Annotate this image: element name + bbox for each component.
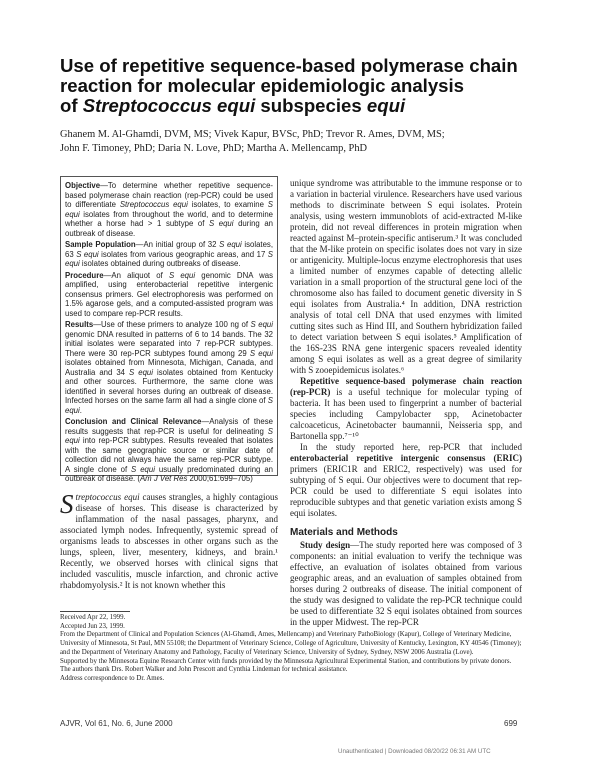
sample-text: S equi — [76, 249, 99, 259]
objective-text: S equi — [65, 200, 273, 219]
eric-term: enterobacterial repetitive intergenic consensus (ERIC) — [290, 453, 522, 463]
title-subspecies-word: subspecies — [255, 95, 367, 116]
results-text: S equi — [129, 367, 153, 377]
abstract-conclusion — [65, 417, 273, 484]
conclusion-text: S equi — [65, 426, 273, 445]
footnotes — [60, 614, 530, 684]
objective-text: during an outbreak of disease. — [65, 219, 273, 238]
rep-pcr-term: Repetitive sequence-based polymerase chain reaction (rep-PCR) — [290, 376, 522, 397]
authors-line-2: John F. Timoney, PhD; Daria N. Love, PhD; Martha A. Mellencamp, PhD — [60, 143, 368, 154]
col2-p2-text: is a useful technique for molecular typing of bacteria. It has been used to fingerprint a number of bacterial species including Campylobacter spp, Acinetobacter calcoaceticus, Acinetobacter baumannii, Neisseria spp, and Bartonella spp.⁷⁻¹⁰ — [290, 387, 522, 441]
results-text: —Use of these primers to analyze 100 ng of — [93, 320, 251, 329]
results-text: S equi — [249, 348, 274, 358]
article-title — [60, 56, 550, 116]
sample-label: Sample Population — [65, 240, 136, 249]
col2-paragraph-2 — [290, 376, 522, 442]
intro-paragraph — [60, 489, 278, 591]
accepted-date: Accepted Jun 23, 1999. — [60, 622, 125, 630]
sample-text: isolates from various geographic areas, and 17 — [98, 249, 268, 259]
col2-p3-text: In the study reported here, rep-PCR that included — [300, 442, 522, 452]
sample-text: S equi — [219, 240, 242, 249]
results-text: isolates obtained from Kentucky and other sources. Furthermore, the same clone was identified in several horses during an outbreak of disease. Infected horses on the same farm all had a single clone of — [65, 367, 274, 405]
title-line-1: Use of repetitive sequence-based polymerase chain — [60, 55, 518, 76]
procedure-text: genomic DNA was amplified, using enterobacterial repetitive intergenic consensus primers. Gel electrophoresis was performed on 1.5% agarose gels, and a computed-assisted program was used to compare rep-PCR results. — [65, 270, 274, 318]
intro-text: causes strangles, a highly contagious disease of horses. This disease is characterized by inflammation of the nasal passages, pharynx, and associated lymph nodes. Infrequently, systemic spread of organisms leads to abscesses in other organs such as the lungs, spleen, liver, mesentery, kidneys, and brain.¹ Recently, we observed horses with clinical signs that included vasculitis, muscle infarction, and chronic active rhabdomyolysis.² It is not known whether this — [60, 492, 278, 590]
results-text: . — [79, 405, 82, 415]
abstract-procedure — [65, 271, 273, 319]
right-column — [290, 178, 522, 628]
objective-text: S equi — [208, 219, 234, 228]
study-design-label: Study design — [300, 540, 351, 550]
objective-text: isolates, to examine — [187, 200, 268, 209]
results-text: S equi — [65, 396, 273, 415]
abstract-results — [65, 320, 273, 415]
authors-line-1: Ghanem M. Al-Ghamdi, DVM, MS; Vivek Kapur, BVSc, PhD; Trevor R. Ames, DVM, MS; — [60, 129, 445, 140]
col2-p3-text: primers (ERIC1R and ERIC2, respectively) was used for subtyping of S equi. Our objectives were to document that rep-PCR could be used to differentiate S equi isolates into reproducible subtypes and that genetic variation exists among S equi isolates. — [290, 464, 522, 518]
objective-text: isolates from throughout the world, and to determine whether a horse had > 1 subtype of — [65, 209, 273, 228]
sample-text: isolates, 63 — [65, 240, 273, 259]
conclusion-text: into rep-PCR subtypes. Results revealed that isolates with the same geographic source or similar date of collection did not always have the same rep-PCR subtype. A single clone of — [65, 436, 273, 474]
procedure-label: Procedure — [65, 270, 104, 280]
footnote-rule — [60, 611, 130, 612]
support-note: Supported by the Minnesota Equine Research Center with funds provided by the Minnesota Agricultural Experimental Station, and contributions by private donors. — [60, 657, 512, 665]
col2-p4-text: —The study reported here was composed of 3 components: an initial evaluation to verify the technique was effective, an evaluation of isolates obtained from various geographic areas, and an evaluation of samples obtained from horses during 2 outbreaks of disease. The initial component of the study was designed to validate the rep-PCR technique could be used to differentiate 32 S equi isolates obtained from sources in the upper Midwest. The rep-PCR — [290, 540, 522, 627]
results-text: genomic DNA resulted in patterns of 6 to 14 bands. The 32 initial isolates were separated into 7 rep-PCR subtypes. There were 30 rep-PCR subtypes found among 29 — [65, 329, 273, 358]
affiliations: From the Department of Clinical and Population Sciences (Al-Ghamdi, Ames, Mellencamp) and Veterinary PathoBiology (Kapur), College of Veterinary Medicine, University of Minnesota, St Paul, MN 55108; the Department of Veterinary Science, College of Agriculture, University of Kentucky, Lexington, KY 40546 (Timoney); and the Department of Veterinary Anatomy and Pathology, Faculty of Veterinary Science, University of Sydney, Sydney, NSW 2006 Australia (Love). — [60, 631, 522, 656]
col2-paragraph-1: unique syndrome was attributable to the immune response or to a variation in bacterial virulence. Researchers have used various methods to discriminate between S equi isolates. Protein analysis, using western immunoblots of acid-extracted M-like protein, did not reveal differences in protein migration when reacted against M–protein-specific antiserum.³ It was concluded that the M-like protein on specific isolates does not vary in size or antigenicity. Multiple-locus enzyme electrophoresis that uses a limited number of enzymes capable of detecting allelic variation in a small proportion of the structural gene loci of the chromosome also has failed to document genetic diversity in S equi isolates from Australia.⁴ In addition, DNA restriction analysis of total cell DNA that used enzymes with limited cutting sites such as Hind III, and Southern hybridization failed to detect variation between S equi isolates.⁵ Amplification of the 16S-23S RNA gene intergenic spacers revealed identity among S equi isolates as well as a great degree of similarity with S zooepidemicus isolates.⁶ — [290, 178, 522, 375]
title-subspecies: equi — [366, 95, 406, 116]
page-number: 699 — [504, 719, 518, 728]
abstract-sample — [65, 240, 273, 269]
results-text: S equi — [250, 320, 273, 329]
objective-label: Objective — [65, 181, 101, 190]
objective-text: Streptococcus equi — [119, 200, 188, 209]
download-stamp: Unauthenticated | Downloaded 08/20/22 06:31 AM UTC — [338, 748, 491, 755]
title-species: Streptococcus equi — [82, 95, 256, 116]
acknowledgments: The authors thank Drs. Robert Walker and John Prescott and Cynthia Lindeman for technical assistance. — [60, 666, 348, 674]
abstract-box — [60, 176, 278, 483]
author-list — [60, 128, 540, 156]
sample-text: isolates obtained during outbreaks of disease. — [79, 259, 241, 268]
conclusion-text: —Analysis of these results suggests that rep-PCR is useful for delineating — [65, 417, 273, 436]
received-date: Received Apr 22, 1999. — [60, 614, 126, 621]
procedure-text: —An aliquot of — [103, 270, 169, 280]
section-heading: Materials and Methods — [290, 527, 398, 538]
results-text: isolates obtained from Minnesota, Michigan, Canada, and Australia and 34 — [65, 358, 273, 377]
conclusion-text: S equi — [131, 464, 155, 474]
drop-cap: S — [60, 489, 74, 519]
title-line-2: reaction for molecular epidemiologic analysis — [60, 75, 465, 96]
correspondence: Address correspondence to Dr. Ames. — [60, 674, 165, 682]
intro-lead: treptococcus equi — [75, 492, 140, 502]
col2-paragraph-3 — [290, 442, 522, 519]
objective-text: —To determine whether repetitive sequence-based polymerase chain reaction (rep-PCR) could be used to differentiate — [65, 181, 273, 209]
abstract-objective — [65, 181, 273, 238]
conclusion-label: Conclusion and Clinical Relevance — [65, 417, 202, 426]
title-of: of — [60, 95, 83, 116]
procedure-text: S equi — [168, 270, 196, 280]
sample-text: S equi — [65, 249, 273, 268]
results-label: Results — [65, 320, 94, 329]
title-line-3 — [60, 96, 550, 116]
citation-journal: Am J Vet Res — [139, 474, 188, 483]
conclusion-text: usually predominated during an outbreak of disease. ( — [65, 464, 273, 483]
journal-footer: AJVR, Vol 61, No. 6, June 2000 — [60, 719, 173, 728]
citation-text: 2000;61:699–705) — [187, 474, 253, 483]
sample-text: —An initial group of 32 — [135, 240, 220, 249]
